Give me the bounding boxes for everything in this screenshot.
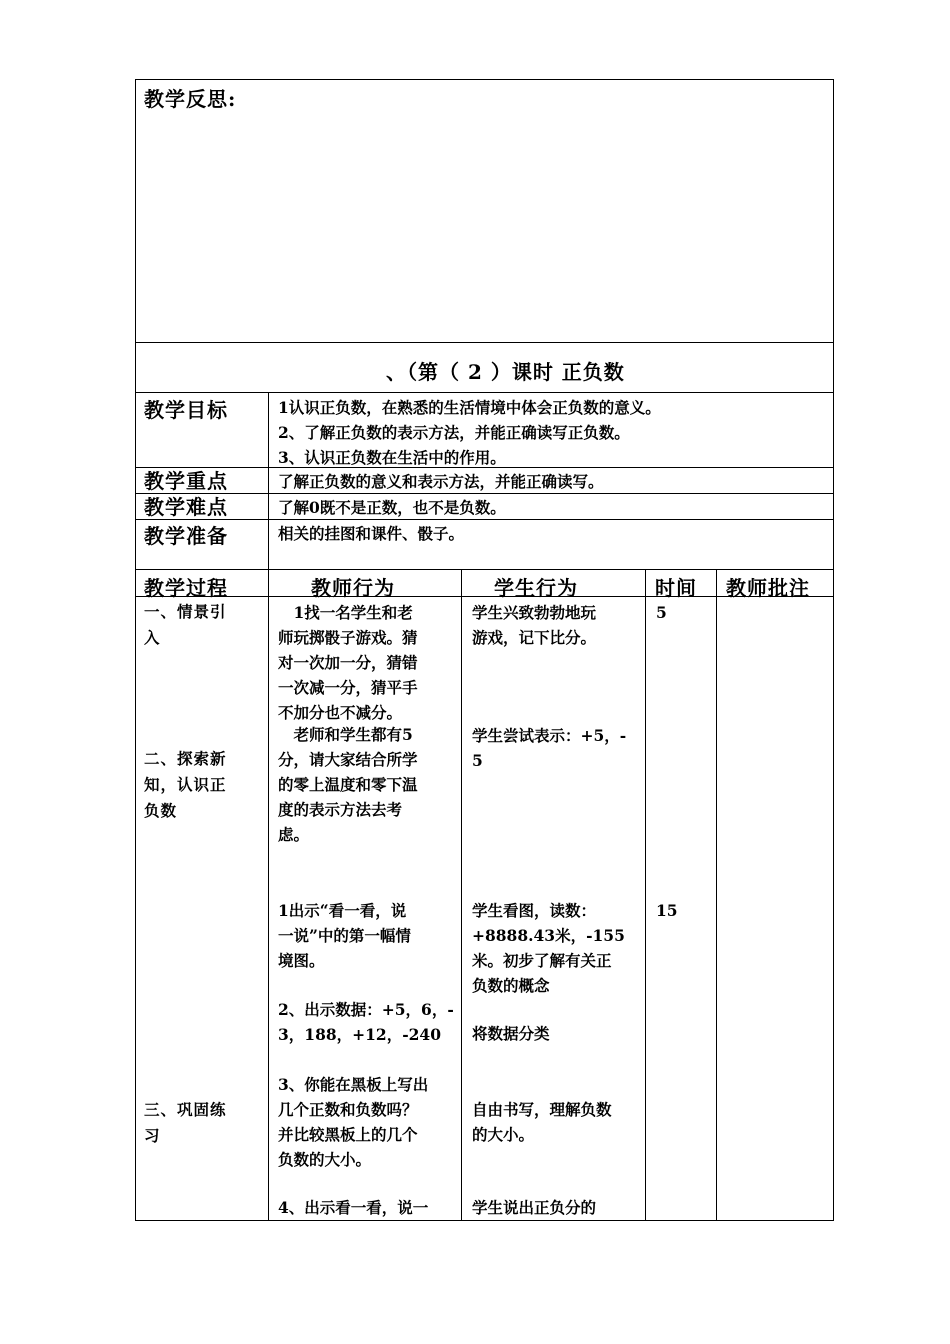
prep-text: 相关的挂图和课件、骰子。 [278,524,465,543]
student-activity-4: 将数据分类 [472,1024,550,1043]
col-divider [461,569,462,1221]
teacher-header: 教师行为 [311,576,395,600]
stage-1: 一、情景引 入 [144,602,227,647]
row-divider [135,569,834,570]
goals-list [278,395,661,470]
student-activity-2: 学生尝试表示：+5，- 5 [472,726,627,770]
key-label: 教学重点 [144,469,228,493]
prep-label: 教学准备 [144,524,228,548]
col-divider [716,569,717,1221]
lesson-title: 、（第（ 2 ）课时 正负数 [386,360,625,384]
comment-header: 教师批注 [726,576,810,600]
teacher-activity-4: 2、出示数据：+5，6，- 3，188，+12，-240 [278,1000,454,1044]
row-divider [135,342,834,343]
time-value: 15 [656,901,678,920]
difficulty-text: 了解0既不是正数，也不是负数。 [278,498,506,517]
col-divider [268,392,269,1221]
key-text: 了解正负数的意义和表示方法，并能正确读写。 [278,472,604,491]
teacher-activity-3: 1出示“看一看，说 一说”中的第一幅情 境图。 [278,901,411,970]
reflection-label: 教学反思: [144,87,237,111]
stage-2: 二、探索新 知，认识正 负数 [144,749,227,820]
teacher-activity-5: 3、你能在黑板上写出 几个正数和负数吗？ 并比较黑板上的几个 负数的大小。 [278,1075,429,1169]
time-header: 时间 [655,576,697,600]
col-divider [645,569,646,1221]
goals-label: 教学目标 [144,398,228,422]
student-activity-3: 学生看图，读数： +8888.43米，-155 米。初步了解有关正 负数的概念 [472,901,625,995]
time-value: 5 [656,603,667,622]
stage-3: 三、巩固练 习 [144,1100,227,1145]
teacher-activity-1: 1找一名学生和老 师玩掷骰子游戏。猜 对一次加一分，猜错 一次减一分，猜平手 不加分也不减分。 [278,603,418,722]
goal-item: 1认识正负数，在熟悉的生活情境中体会正负数的意义。 [278,398,661,417]
teacher-activity-6: 4、出示看一看，说一 [278,1198,429,1217]
student-activity-5: 自由书写，理解负数 的大小。 [472,1100,612,1144]
teacher-activity-2: 老师和学生都有5 分，请大家结合所学 的零上温度和零下温 度的表示方法去考 虑。 [278,725,418,844]
goal-item: 3、认识正负数在生活中的作用。 [278,448,506,467]
process-header-label: 教学过程 [144,576,228,600]
student-header: 学生行为 [494,576,578,600]
row-divider [135,392,834,393]
student-activity-6: 学生说出正负分的 [472,1198,597,1217]
lesson-plan-table [135,79,834,1221]
goal-item: 2、了解正负数的表示方法，并能正确读写正负数。 [278,423,630,442]
difficulty-label: 教学难点 [144,495,228,519]
student-activity-1: 学生兴致勃勃地玩 游戏，记下比分。 [472,603,597,647]
